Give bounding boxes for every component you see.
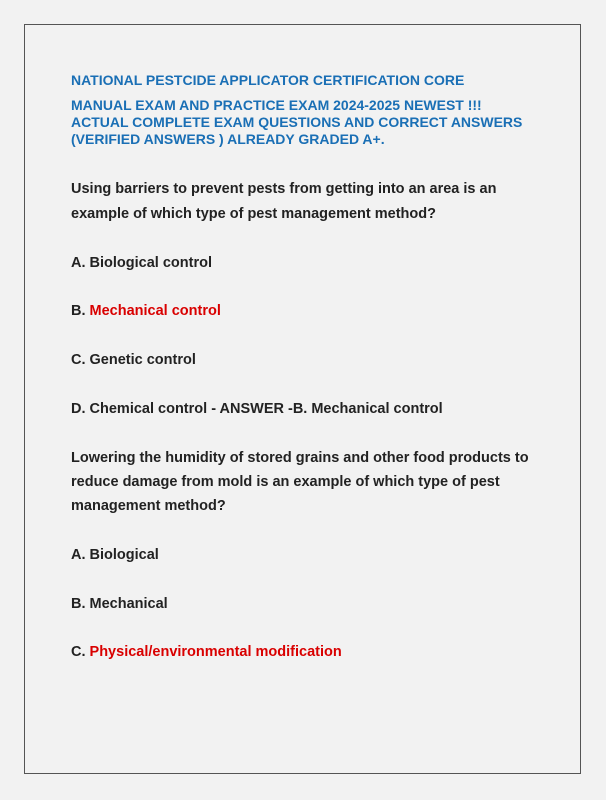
header-line-4: (VERIFIED ANSWERS ) ALREADY GRADED A+.: [71, 131, 385, 147]
option-text: Chemical control - ANSWER -B. Mechanical control: [89, 401, 443, 417]
question-1-line-1: Using barriers to prevent pests from getting into an area is an: [71, 181, 497, 197]
correct-option-text: Physical/environmental modification: [89, 644, 342, 660]
option-prefix: D.: [71, 401, 90, 417]
question-1-line-2: example of which type of pest management method?: [71, 206, 436, 222]
question-1-option-a: [71, 254, 212, 272]
question-2-line-2: reduce damage from mold is an example of which type of pest: [71, 474, 500, 490]
question-2-line-3: management method?: [71, 498, 226, 514]
option-prefix: A.: [71, 547, 90, 563]
correct-option-text: Mechanical control: [89, 303, 221, 319]
option-text: Mechanical: [89, 596, 168, 612]
question-2-option-c: [71, 643, 342, 661]
option-prefix: C.: [71, 352, 90, 368]
option-text: Genetic control: [89, 352, 196, 368]
question-2-line-1: Lowering the humidity of stored grains and other food products to: [71, 450, 529, 466]
header-line-2: MANUAL EXAM AND PRACTICE EXAM 2024-2025 NEWEST !!!: [71, 97, 482, 113]
question-2-option-a: [71, 546, 159, 564]
question-1-option-d: [71, 400, 443, 418]
option-prefix: B.: [71, 596, 90, 612]
option-text: Biological control: [89, 255, 212, 271]
question-1-option-b: [71, 302, 221, 320]
option-prefix: C.: [71, 644, 90, 660]
header-line-3: ACTUAL COMPLETE EXAM QUESTIONS AND CORRECT ANSWERS: [71, 114, 523, 130]
option-text: Biological: [89, 547, 159, 563]
question-2-option-b: [71, 595, 168, 613]
question-1-option-c: [71, 351, 196, 369]
option-prefix: B.: [71, 303, 90, 319]
option-prefix: A.: [71, 255, 90, 271]
header-line-1: NATIONAL PESTCIDE APPLICATOR CERTIFICATION CORE: [71, 72, 465, 88]
